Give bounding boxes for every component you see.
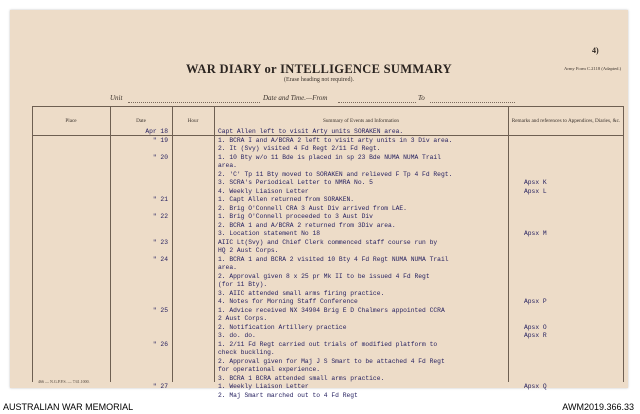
entry-text: 1. Capt Allen returned from SORAKEN. — [218, 196, 355, 203]
entry-text: area. — [218, 264, 237, 271]
diary-entry-row — [10, 315, 628, 324]
entry-text: Capt Allen left to visit Arty units SORAKEN area. — [218, 128, 404, 135]
diary-entry-row — [10, 375, 628, 384]
unit-label: Unit — [110, 94, 123, 102]
diary-sheet — [10, 10, 628, 399]
entry-text: 3. BCRA 1 BCRA attended small arms practice. — [218, 374, 385, 382]
entry-date: " 23 — [152, 238, 168, 246]
footer-credit: AUSTRALIAN WAR MEMORIAL — [3, 402, 134, 412]
diary-entry-row — [10, 247, 628, 256]
entry-text: 2. Approval given 8 x 25 pr Mk II to be issued 4 Fd Regt — [218, 272, 430, 280]
diary-entry-row — [10, 307, 628, 316]
diary-entry-row — [10, 281, 628, 290]
footer-accession-number: AWM2019.366.33 — [562, 402, 634, 412]
diary-entry-row — [10, 128, 628, 137]
unit-line — [128, 102, 260, 103]
entry-text: for operational experience. — [218, 366, 321, 373]
entry-text: 2. Brig O'Connell CRA 3 Aust Div arrived from LAE. — [218, 204, 407, 212]
entry-text: 3. Location statement No 18 — [218, 230, 321, 237]
entry-date: " 24 — [152, 255, 168, 263]
diary-entry-row — [10, 366, 628, 375]
diary-entry-row — [10, 188, 628, 197]
col-header-hour: Hour — [187, 118, 199, 124]
diary-entry-row — [10, 145, 628, 154]
entry-date: " 22 — [152, 213, 168, 220]
entry-text: check buckling. — [218, 349, 275, 356]
entry-text: area. — [218, 162, 237, 169]
to-label: To — [418, 94, 425, 102]
diary-entry-row — [10, 290, 628, 299]
entry-remark: Apsx Q — [524, 383, 547, 390]
header-top-rule — [32, 106, 624, 107]
entry-remark: Apsx M — [524, 230, 547, 237]
entry-text: 2. 'C' Tp 11 Bty moved to SORAKEN and relieved F Tp 4 Fd Regt. — [218, 170, 453, 178]
entry-text: 2. It (Svy) visited 4 Fd Regt 2/11 Fd Regt. — [218, 145, 381, 152]
entry-text: 4. Notes for Morning Staff Conference — [218, 298, 358, 305]
entry-text: 1. BCRA 1 and BCRA 2 visited 10 Bty 4 Fd Regt NUMA NUMA Trail — [218, 255, 449, 263]
entry-text: AIIC Lt(Svy) and Chief Clerk commenced staff course run by — [218, 238, 438, 246]
diary-entry-row — [10, 358, 628, 367]
entry-date: " 25 — [152, 306, 168, 314]
entry-text: (for 11 Bty). — [218, 281, 268, 288]
entry-text: 1. Weekly Liaison Letter — [218, 383, 309, 390]
to-line — [430, 102, 515, 103]
diary-entry-row — [10, 137, 628, 146]
entry-text: 3. AIIC attended small arms firing practice. — [218, 289, 385, 297]
from-line — [338, 102, 416, 103]
entry-remark: Apsx L — [524, 187, 547, 195]
entry-text: 1. 10 Bty w/o 11 Bde is placed in sp 23 Bde NUMA NUMA Trail — [218, 153, 441, 161]
datetime-label: Date and Time.—From — [263, 94, 328, 102]
diary-entry-row — [10, 392, 628, 401]
diary-entry-row — [10, 324, 628, 333]
diary-entry-row — [10, 341, 628, 350]
entry-text: 1. Advice received NX 34904 Brig E D Chalmers appointed CCRA — [218, 306, 445, 314]
diary-entry-row — [10, 205, 628, 214]
entry-date: Apr 18 — [145, 128, 168, 135]
entry-text: 2. Notification Artillery practice — [218, 323, 347, 331]
entry-text: 2 Aust Corps. — [218, 315, 268, 322]
entry-date: " 20 — [152, 153, 168, 161]
entry-remark: Apsx O — [524, 323, 547, 331]
diary-entry-row — [10, 298, 628, 307]
diary-entry-row — [10, 264, 628, 273]
entry-remark: Apsx R — [524, 332, 547, 339]
diary-entry-row — [10, 256, 628, 265]
entry-date: " 27 — [152, 383, 168, 390]
page-subtitle: (Erase heading not required). — [284, 77, 354, 83]
diary-entry-row — [10, 179, 628, 188]
diary-entry-row — [10, 154, 628, 163]
diary-entry-row — [10, 222, 628, 231]
entry-remark: Apsx P — [524, 298, 547, 305]
entry-remark: Apsx K — [524, 179, 547, 186]
col-header-remarks: Remarks and references to Appendices, Diaries, &c. — [511, 118, 621, 124]
entry-text: 3. SCRA's Periodical Letter to NMRA No. 5 — [218, 179, 373, 186]
entry-text: 2. Approval given for Maj J S Smart to be attached 4 Fd Regt — [218, 357, 445, 365]
entry-text: HQ 2 Aust Corps. — [218, 247, 279, 254]
page-title: WAR DIARY or INTELLIGENCE SUMMARY — [186, 62, 452, 76]
diary-entry-row — [10, 332, 628, 341]
entry-text: 1. Brig O'Connell proceeded to 3 Aust Div — [218, 213, 373, 220]
entry-text: 3. do. do. — [218, 332, 256, 339]
diary-entry-row — [10, 196, 628, 205]
diary-entry-row — [10, 213, 628, 222]
entry-text: 1. 2/11 Fd Regt carried out trials of modified platform to — [218, 340, 438, 348]
col-header-place: Place — [65, 118, 77, 124]
entry-date: " 19 — [152, 136, 168, 144]
diary-entry-row — [10, 171, 628, 180]
entry-text: 4. Weekly Liaison Letter — [218, 187, 309, 195]
entry-text: 2. BCRA 1 and A/BCRA 2 returned from 3Div area. — [218, 221, 396, 229]
entry-text: 2. Maj Smart marched out to 4 Fd Regt — [218, 391, 358, 399]
printer-note: 466 — N.G.P.P.S. — 7/41.1000. — [38, 379, 90, 384]
form-number: 4) — [592, 46, 599, 55]
diary-entries — [10, 128, 628, 400]
col-header-summary: Summary of Events and Information — [322, 118, 400, 124]
form-reference: Army Form C.2118 (Adapted.) — [564, 66, 622, 71]
entry-date: " 26 — [152, 340, 168, 348]
col-header-date: Date — [136, 118, 146, 124]
diary-entry-row — [10, 349, 628, 358]
entry-date: " 21 — [152, 196, 168, 203]
diary-entry-row — [10, 230, 628, 239]
diary-entry-row — [10, 273, 628, 282]
entry-text: 1. BCRA I and A/BCRA 2 left to visit arty units in 3 Div area. — [218, 136, 453, 144]
diary-entry-row — [10, 162, 628, 171]
diary-entry-row — [10, 239, 628, 248]
diary-entry-row — [10, 383, 628, 392]
